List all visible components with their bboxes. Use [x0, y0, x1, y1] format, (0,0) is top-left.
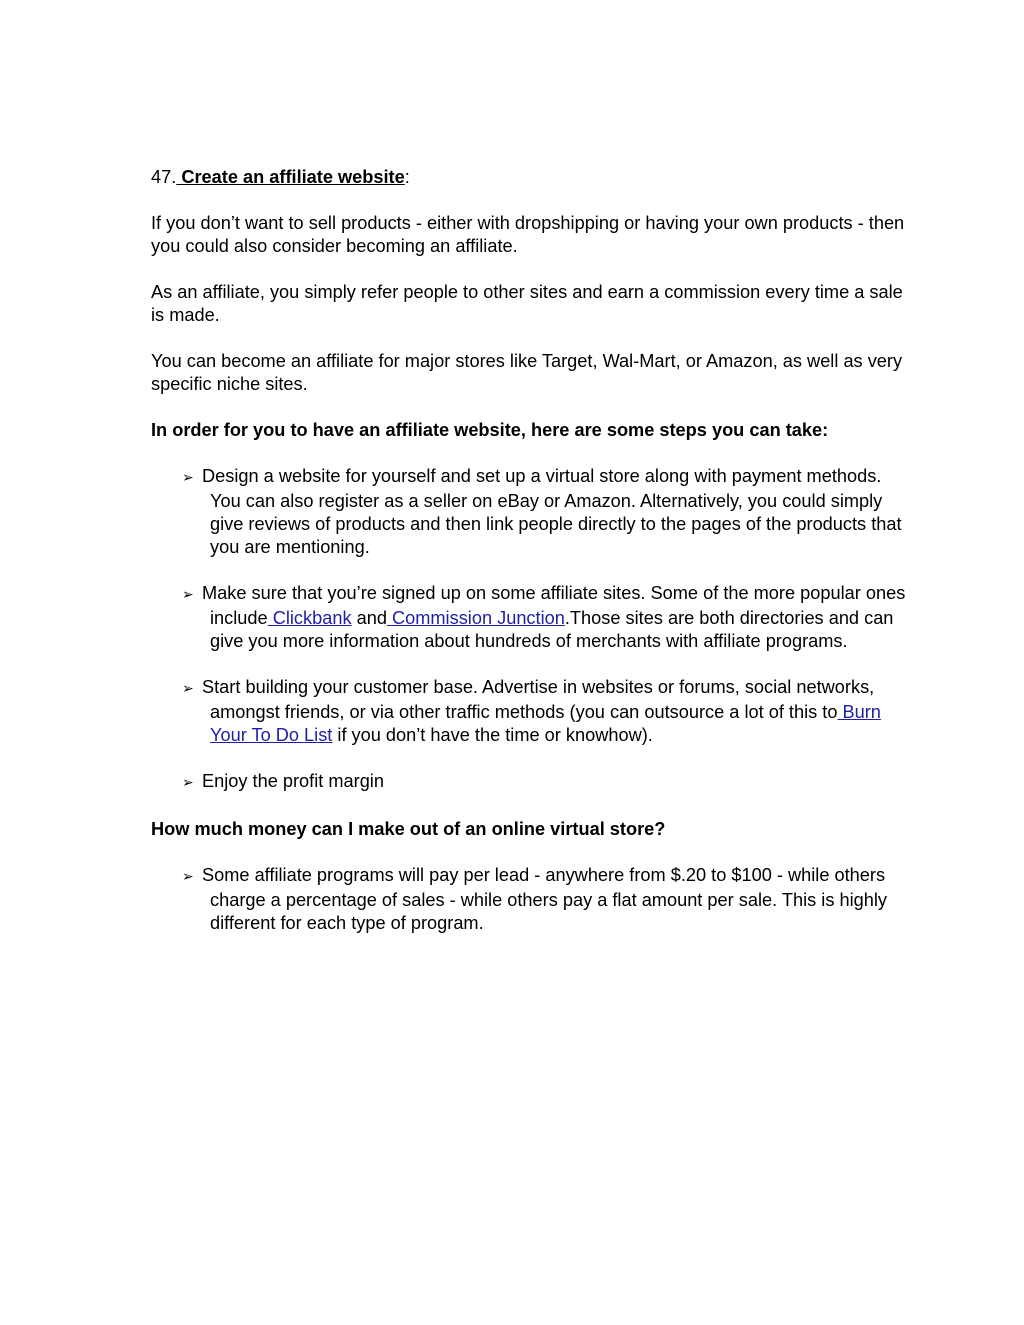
- money-heading: How much money can I make out of an online virtual store?: [151, 819, 666, 839]
- arrow-bullet-icon: ➢: [182, 681, 194, 697]
- step-item-signup: [182, 582, 911, 653]
- arrow-bullet-icon: ➢: [182, 869, 194, 885]
- arrow-bullet-icon: ➢: [182, 470, 194, 486]
- money-text: Some affiliate programs will pay per lead - anywhere from $.20 to $100 - while others charge a percentage of sales - while others pay a flat amount per sale. This is highly different for each type of program.: [202, 865, 888, 933]
- step-item-profit: [182, 770, 911, 795]
- step-text: .Those sites are both directories and can give you more information about hundreds of merchants with affiliate programs.: [210, 608, 894, 651]
- step-text: if you don’t have the time or knowhow).: [332, 725, 653, 745]
- step-item-design: [182, 465, 911, 559]
- commission-junction-link[interactable]: Commission Junction: [386, 608, 565, 628]
- section-colon: :: [404, 167, 410, 187]
- clickbank-link[interactable]: Clickbank: [267, 608, 352, 628]
- money-item: [182, 864, 911, 935]
- steps-heading: In order for you to have an affiliate website, here are some steps you can take:: [151, 420, 829, 440]
- arrow-bullet-icon: ➢: [182, 587, 194, 603]
- section-title: Create an affiliate website: [176, 167, 405, 187]
- step-text: and: [351, 608, 387, 628]
- document-page: [151, 166, 911, 958]
- step-text: Enjoy the profit margin: [202, 771, 384, 791]
- step-item-customer-base: [182, 676, 911, 747]
- arrow-bullet-icon: ➢: [182, 775, 194, 791]
- step-text: Make sure that you’re signed up on some affiliate sites. Some of the more popular ones include: [202, 583, 906, 628]
- intro-paragraph: If you don’t want to sell products - either with dropshipping or having your own products - then you could also consider becoming an affiliate.: [151, 213, 905, 256]
- burn-your-to-do-list-link[interactable]: Burn Your To Do List: [210, 702, 881, 745]
- section-heading: [151, 166, 911, 189]
- stores-paragraph: You can become an affiliate for major stores like Target, Wal-Mart, or Amazon, as well as very specific niche sites.: [151, 351, 903, 394]
- section-number: 47.: [151, 167, 177, 187]
- step-text: Start building your customer base. Advertise in websites or forums, social networks, amongst friends, or via other traffic methods (you can outsource a lot of this to: [202, 677, 875, 722]
- affiliate-definition-paragraph: As an affiliate, you simply refer people to other sites and earn a commission every time a sale is made.: [151, 282, 903, 325]
- step-text: Design a website for yourself and set up a virtual store along with payment methods. You can also register as a seller on eBay or Amazon. Alternatively, you could simply give reviews of products and then link people directly to the pages of the products that you are mentioning.: [202, 466, 902, 557]
